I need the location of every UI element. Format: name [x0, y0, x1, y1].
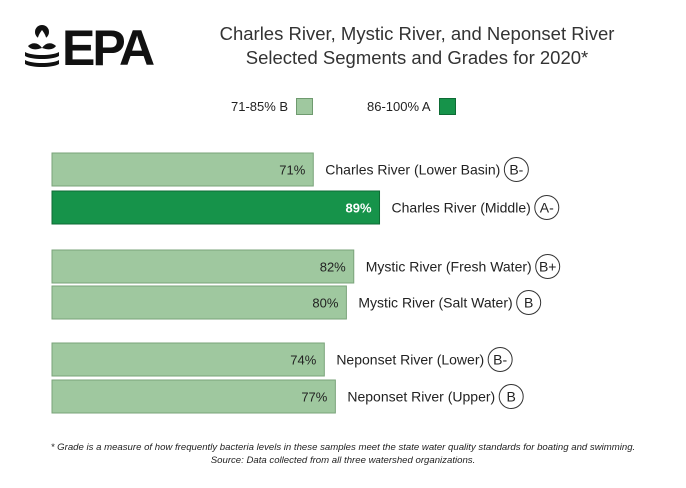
- grade-label-mystic-river-fresh-water: B+: [538, 258, 557, 275]
- category-label-charles-river-lower-basin: Charles River (Lower Basin): [325, 161, 501, 178]
- legend-label-a: 86-100% A: [367, 98, 431, 114]
- category-label-mystic-river-fresh-water: Mystic River (Fresh Water): [365, 258, 532, 275]
- value-label-mystic-river-fresh-water: 82%: [319, 259, 346, 275]
- legend-label-b: 71-85% B: [231, 98, 289, 114]
- legend-swatch-a: [439, 98, 456, 115]
- legend-swatch-b: [296, 98, 313, 115]
- epa-flower-icon: [25, 25, 59, 67]
- chart-title-line2: Selected Segments and Grades for 2020*: [245, 47, 589, 68]
- footnote-source: Source: Data collected from all three watershed organizations.: [210, 455, 476, 466]
- bar-mystic-river-salt-water: [52, 286, 346, 319]
- epa-logo-text: EPA: [62, 20, 153, 72]
- bar-chart-svg: [0, 140, 686, 430]
- legend-item-a: [367, 95, 456, 117]
- category-label-charles-river-middle: Charles River (Middle): [391, 199, 531, 216]
- legend-item-b: [231, 95, 313, 117]
- grade-label-neponset-river-lower: B-: [493, 351, 508, 368]
- epa-logo-mark: [22, 20, 172, 72]
- value-label-charles-river-lower-basin: 71%: [279, 162, 306, 178]
- bar-mystic-river-fresh-water: [52, 250, 354, 283]
- category-label-neponset-river-lower: Neponset River (Lower): [336, 351, 485, 368]
- category-label-neponset-river-upper: Neponset River (Upper): [347, 388, 496, 405]
- bar-charles-river-middle: [52, 191, 380, 224]
- value-label-neponset-river-lower: 74%: [290, 352, 317, 368]
- grade-label-neponset-river-upper: B: [506, 388, 516, 405]
- epa-logo: [22, 20, 172, 72]
- bar-neponset-river-upper: [52, 380, 335, 413]
- value-label-mystic-river-salt-water: 80%: [312, 295, 339, 311]
- grade-label-charles-river-lower-basin: B-: [509, 161, 524, 178]
- value-label-charles-river-middle: 89%: [345, 200, 372, 216]
- footnote: [20, 441, 666, 467]
- footnote-definition: * Grade is a measure of how frequently bacteria levels in these samples meet the state water quality standards for boating and swimming.: [50, 442, 636, 453]
- chart-title: [178, 22, 656, 70]
- chart-title-line1: Charles River, Mystic River, and Neponset River: [219, 23, 615, 44]
- category-label-mystic-river-salt-water: Mystic River (Salt Water): [358, 294, 513, 311]
- bar-charles-river-lower-basin: [52, 153, 313, 186]
- grade-label-charles-river-middle: A-: [539, 199, 554, 216]
- bar-neponset-river-lower: [52, 343, 324, 376]
- grade-label-mystic-river-salt-water: B: [524, 294, 534, 311]
- value-label-neponset-river-upper: 77%: [301, 389, 328, 405]
- bar-chart: [0, 140, 686, 430]
